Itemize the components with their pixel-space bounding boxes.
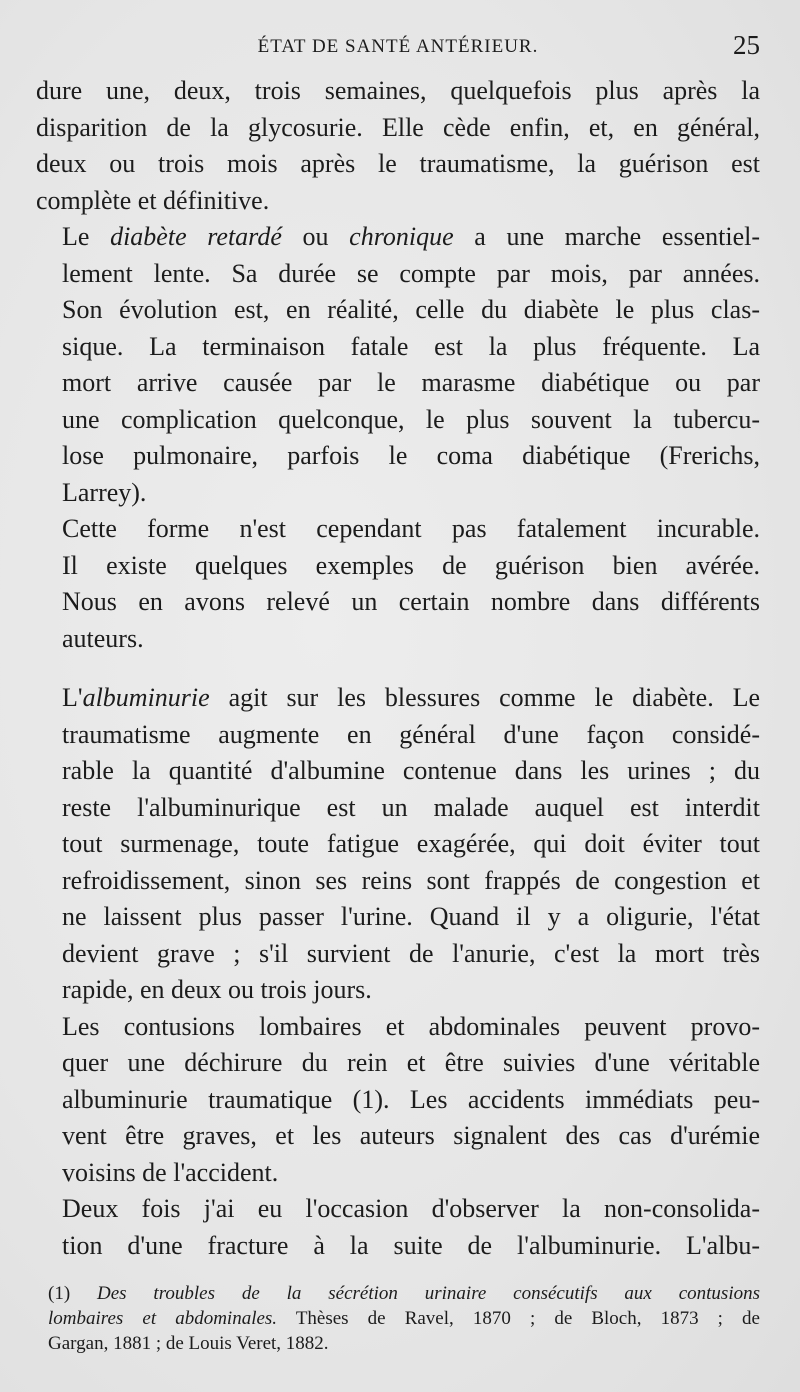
text-line: rable la quantité d'albumine contenue dans les urines ; du	[62, 756, 760, 785]
footnote-line: Gargan, 1881 ; de Louis Veret, 1882.	[48, 1333, 329, 1354]
footnote	[48, 1281, 760, 1356]
text-line: tion d'une fracture à la suite de l'albuminurie. L'albu-	[62, 1230, 760, 1260]
text-line: voisins de l'accident.	[62, 1157, 279, 1187]
text-line: quer une déchirure du rein et être suivies d'une véritable	[62, 1048, 760, 1077]
footnote-line	[48, 1306, 760, 1331]
paragraph-albuminuria	[36, 680, 760, 1009]
text-line: reste l'albuminurique est un malade auquel est interdit	[62, 792, 760, 822]
paragraph-contusions	[36, 1009, 760, 1192]
footnote-text: Thèses de Ravel, 1870 ; de Bloch, 1873 ; de	[277, 1308, 760, 1329]
text-run: ou	[281, 222, 350, 251]
text-line: traumatisme augmente en général d'une façon considé-	[62, 719, 760, 749]
text-run: L'	[62, 683, 83, 712]
italic-term: diabète retardé	[110, 222, 282, 251]
paragraph-diabetes-continued	[36, 73, 760, 219]
text-line: disparition de la glycosurie. Elle cède enfin, et, en général,	[36, 112, 760, 142]
text-line: devient grave ; s'il survient de l'anurie, c'est la mort très	[62, 938, 760, 968]
text-line: Larrey).	[62, 477, 147, 507]
text-line: albuminurie traumatique (1). Les accidents immédiats peu-	[62, 1084, 760, 1114]
page-header	[36, 30, 760, 66]
paragraph-chronic-diabetes	[36, 219, 760, 511]
text-line: mort arrive causée par le marasme diabétique ou par	[62, 368, 760, 397]
footnote-line	[48, 1281, 760, 1306]
text-line: auteurs.	[62, 623, 144, 653]
text-line: Les contusions lombaires et abdominales peuvent provo-	[62, 1011, 760, 1041]
footnote-title: Des troubles de la sécrétion urinaire consécutifs aux contusions	[97, 1283, 760, 1304]
running-title: ÉTAT DE SANTÉ ANTÉRIEUR.	[257, 36, 539, 57]
body-text	[36, 73, 760, 1264]
text-line: rapide, en deux ou trois jours.	[62, 975, 372, 1004]
italic-term: albuminurie	[82, 683, 210, 712]
text-line: complète et définitive.	[36, 185, 270, 215]
text-run: a une marche essentiel-	[453, 222, 761, 251]
footnote-marker: (1)	[48, 1283, 98, 1304]
text-line: lose pulmonaire, parfois le coma diabétique (Frerichs,	[62, 441, 760, 470]
text-line: Son évolution est, en réalité, celle du diabète le plus clas-	[62, 295, 760, 324]
page-number: 25	[733, 30, 760, 60]
text-line: vent être graves, et les auteurs signalent des cas d'urémie	[62, 1121, 760, 1150]
text-line: tout surmenage, toute fatigue exagérée, qui doit éviter tout	[62, 829, 760, 858]
text-line: Nous en avons relevé un certain nombre dans différents	[62, 587, 760, 616]
text-line: Cette forme n'est cependant pas fatalement incurable.	[62, 514, 760, 543]
text-line: ne laissent plus passer l'urine. Quand il y a oligurie, l'état	[62, 902, 760, 931]
italic-term: chronique	[349, 222, 454, 251]
paragraph-non-consolidation	[36, 1191, 760, 1264]
footnote-title: lombaires et abdominales.	[48, 1308, 278, 1329]
text-line: Il existe quelques exemples de guérison bien avérée.	[62, 550, 760, 580]
paragraph-not-incurable	[36, 511, 760, 657]
text-line: refroidissement, sinon ses reins sont frappés de congestion et	[62, 865, 760, 895]
text-line: une complication quelconque, le plus souvent la tubercu-	[62, 404, 760, 434]
text-run: Le	[62, 222, 111, 251]
text-line	[36, 680, 760, 717]
text-line: Deux fois j'ai eu l'occasion d'observer la non-consolida-	[62, 1194, 760, 1223]
text-line	[36, 219, 760, 256]
text-line: lement lente. Sa durée se compte par mois, par années.	[62, 258, 760, 288]
text-run: agit sur les blessures comme le diabète. Le	[209, 683, 760, 712]
text-line: dure une, deux, trois semaines, quelquefois plus après la	[36, 76, 760, 105]
text-line: sique. La terminaison fatale est la plus fréquente. La	[62, 331, 760, 361]
text-line: deux ou trois mois après le traumatisme, la guérison est	[36, 149, 760, 178]
